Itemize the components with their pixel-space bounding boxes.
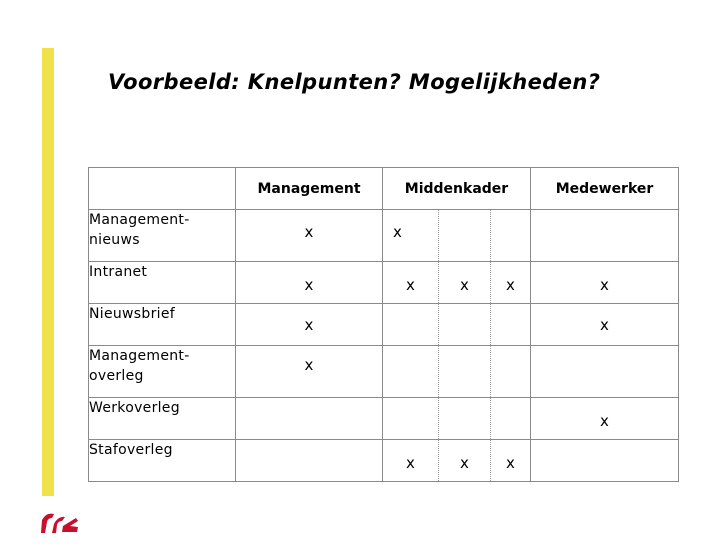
- table-row: [89, 304, 679, 346]
- cell-middenkader-1: [383, 304, 439, 346]
- cell-mark: x: [304, 356, 314, 374]
- table-row: [89, 398, 679, 440]
- row-label: Intranet: [89, 262, 236, 304]
- cell-mark: x: [304, 276, 314, 294]
- cell-management: [236, 398, 383, 440]
- cell-mark: x: [600, 412, 609, 430]
- cell-mark: x: [600, 276, 609, 294]
- channels-table: [88, 167, 679, 482]
- cell-medewerker: [531, 440, 679, 482]
- cell-middenkader-3: [491, 304, 531, 346]
- row-label: Management-overleg: [89, 346, 236, 398]
- cell-middenkader-1: [383, 346, 439, 398]
- cell-middenkader-1: [383, 398, 439, 440]
- cell-mark: x: [393, 223, 402, 241]
- cell-middenkader-3: [491, 440, 531, 482]
- cell-middenkader-2: [439, 398, 491, 440]
- cell-middenkader-1: [383, 262, 439, 304]
- row-label: Nieuwsbrief: [89, 304, 236, 346]
- cell-middenkader-2: [439, 440, 491, 482]
- header-middenkader: Middenkader: [383, 168, 531, 210]
- table-row: [89, 346, 679, 398]
- page-title: Voorbeeld: Knelpunten? Mogelijkheden?: [108, 70, 601, 94]
- cell-medewerker: [531, 304, 679, 346]
- cell-middenkader-2: [439, 304, 491, 346]
- header-medewerker: Medewerker: [531, 168, 679, 210]
- cell-mark: x: [304, 316, 314, 334]
- header-empty: [89, 168, 236, 210]
- cell-management: [236, 346, 383, 398]
- cell-middenkader-3: [491, 262, 531, 304]
- cell-mark: x: [406, 276, 415, 294]
- cell-mark: x: [460, 454, 469, 472]
- cell-mark: x: [460, 276, 469, 294]
- accent-bar: [42, 48, 54, 496]
- cell-medewerker: [531, 210, 679, 262]
- cell-middenkader-2: [439, 346, 491, 398]
- cell-medewerker: [531, 398, 679, 440]
- cell-mark: x: [406, 454, 415, 472]
- table-row: [89, 440, 679, 482]
- cell-mark: x: [304, 223, 314, 241]
- cell-middenkader-3: [491, 346, 531, 398]
- cell-management: [236, 304, 383, 346]
- row-label: Werkoverleg: [89, 398, 236, 440]
- brand-logo-icon: [40, 506, 80, 536]
- cell-mark: x: [506, 454, 515, 472]
- cell-middenkader-2: [439, 262, 491, 304]
- cell-management: [236, 262, 383, 304]
- cell-mark: x: [600, 316, 609, 334]
- cell-middenkader-1: [383, 440, 439, 482]
- cell-management: [236, 440, 383, 482]
- cell-management: [236, 210, 383, 262]
- cell-mark: x: [506, 276, 515, 294]
- table-header-row: [89, 168, 679, 210]
- cell-middenkader-1: [383, 210, 439, 262]
- table-row: [89, 262, 679, 304]
- cell-middenkader-3: [491, 210, 531, 262]
- cell-middenkader-2: [439, 210, 491, 262]
- cell-medewerker: [531, 346, 679, 398]
- cell-middenkader-3: [491, 398, 531, 440]
- row-label: Stafoverleg: [89, 440, 236, 482]
- table-row: [89, 210, 679, 262]
- cell-medewerker: [531, 262, 679, 304]
- header-management: Management: [236, 168, 383, 210]
- row-label: Management-nieuws: [89, 210, 236, 262]
